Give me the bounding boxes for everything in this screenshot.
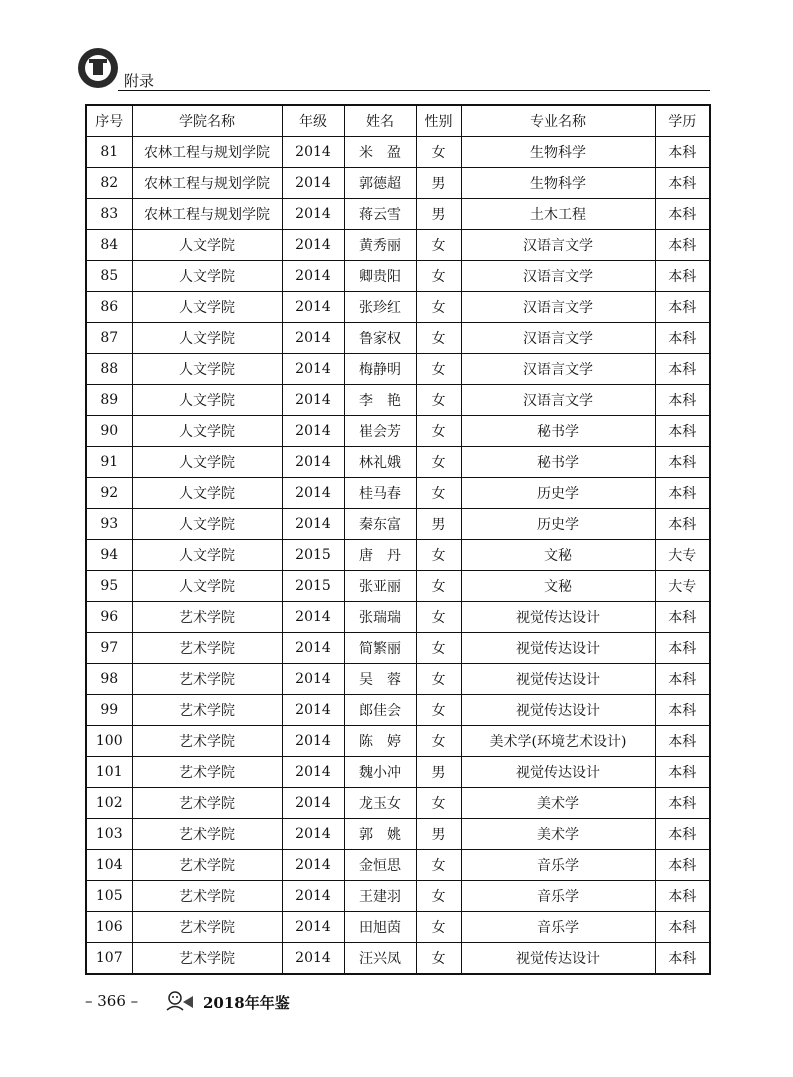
degree-cell: 本科 <box>655 788 710 819</box>
student-name-cell: 秦东富 <box>344 509 416 540</box>
grade-cell: 2014 <box>282 292 344 323</box>
student-name-cell: 郭 姚 <box>344 819 416 850</box>
major-name-cell: 汉语言文学 <box>461 292 655 323</box>
serial-number-cell: 98 <box>86 664 132 695</box>
college-name-cell: 艺术学院 <box>132 757 282 788</box>
gender-cell: 男 <box>416 168 461 199</box>
gender-cell: 女 <box>416 416 461 447</box>
gender-cell: 女 <box>416 850 461 881</box>
major-name-cell: 生物科学 <box>461 168 655 199</box>
table-header-row <box>86 105 710 137</box>
serial-number-cell: 88 <box>86 354 132 385</box>
grade-cell: 2014 <box>282 788 344 819</box>
column-header: 专业名称 <box>461 105 655 137</box>
major-name-cell: 汉语言文学 <box>461 354 655 385</box>
grade-cell: 2014 <box>282 199 344 230</box>
degree-cell: 本科 <box>655 757 710 788</box>
degree-cell: 本科 <box>655 137 710 168</box>
table-row <box>86 168 710 199</box>
major-name-cell: 历史学 <box>461 478 655 509</box>
major-name-cell: 汉语言文学 <box>461 385 655 416</box>
university-seal-icon <box>78 48 118 88</box>
student-name-cell: 黄秀丽 <box>344 230 416 261</box>
major-name-cell: 视觉传达设计 <box>461 943 655 975</box>
column-header: 序号 <box>86 105 132 137</box>
college-name-cell: 人文学院 <box>132 416 282 447</box>
table-body <box>86 137 710 975</box>
gender-cell: 女 <box>416 633 461 664</box>
student-name-cell: 张亚丽 <box>344 571 416 602</box>
grade-cell: 2014 <box>282 726 344 757</box>
college-name-cell: 人文学院 <box>132 261 282 292</box>
gender-cell: 女 <box>416 943 461 975</box>
grade-cell: 2014 <box>282 261 344 292</box>
gender-cell: 女 <box>416 261 461 292</box>
college-name-cell: 人文学院 <box>132 354 282 385</box>
serial-number-cell: 104 <box>86 850 132 881</box>
serial-number-cell: 87 <box>86 323 132 354</box>
table-row <box>86 540 710 571</box>
table-row <box>86 757 710 788</box>
grade-cell: 2014 <box>282 602 344 633</box>
grade-cell: 2014 <box>282 664 344 695</box>
student-name-cell: 桂马春 <box>344 478 416 509</box>
major-name-cell: 美术学 <box>461 788 655 819</box>
table-row <box>86 695 710 726</box>
table-row <box>86 509 710 540</box>
major-name-cell: 文秘 <box>461 540 655 571</box>
serial-number-cell: 97 <box>86 633 132 664</box>
degree-cell: 本科 <box>655 850 710 881</box>
student-name-cell: 郭德超 <box>344 168 416 199</box>
degree-cell: 本科 <box>655 385 710 416</box>
grade-cell: 2014 <box>282 633 344 664</box>
serial-number-cell: 107 <box>86 943 132 975</box>
gender-cell: 女 <box>416 881 461 912</box>
serial-number-cell: 91 <box>86 447 132 478</box>
gender-cell: 女 <box>416 323 461 354</box>
grade-cell: 2014 <box>282 168 344 199</box>
table-row <box>86 633 710 664</box>
college-name-cell: 人文学院 <box>132 540 282 571</box>
degree-cell: 本科 <box>655 943 710 975</box>
degree-cell: 本科 <box>655 509 710 540</box>
table-row <box>86 292 710 323</box>
serial-number-cell: 96 <box>86 602 132 633</box>
major-name-cell: 美术学(环境艺术设计) <box>461 726 655 757</box>
student-roster-table <box>85 104 711 975</box>
gender-cell: 女 <box>416 726 461 757</box>
college-name-cell: 人文学院 <box>132 447 282 478</box>
gender-cell: 男 <box>416 819 461 850</box>
student-name-cell: 梅静明 <box>344 354 416 385</box>
serial-number-cell: 81 <box>86 137 132 168</box>
table-row <box>86 354 710 385</box>
major-name-cell: 历史学 <box>461 509 655 540</box>
table-row <box>86 788 710 819</box>
major-name-cell: 汉语言文学 <box>461 323 655 354</box>
major-name-cell: 汉语言文学 <box>461 230 655 261</box>
student-name-cell: 王建羽 <box>344 881 416 912</box>
student-name-cell: 田旭茵 <box>344 912 416 943</box>
table-row <box>86 664 710 695</box>
student-name-cell: 龙玉女 <box>344 788 416 819</box>
college-name-cell: 人文学院 <box>132 323 282 354</box>
college-name-cell: 艺术学院 <box>132 943 282 975</box>
student-name-cell: 李 艳 <box>344 385 416 416</box>
gender-cell: 女 <box>416 695 461 726</box>
college-name-cell: 艺术学院 <box>132 695 282 726</box>
degree-cell: 本科 <box>655 819 710 850</box>
major-name-cell: 秘书学 <box>461 447 655 478</box>
column-header: 年级 <box>282 105 344 137</box>
student-name-cell: 卿贵阳 <box>344 261 416 292</box>
major-name-cell: 视觉传达设计 <box>461 695 655 726</box>
student-name-cell: 蒋云雪 <box>344 199 416 230</box>
degree-cell: 本科 <box>655 230 710 261</box>
column-header: 性别 <box>416 105 461 137</box>
college-name-cell: 人文学院 <box>132 571 282 602</box>
table-row <box>86 137 710 168</box>
college-name-cell: 艺术学院 <box>132 602 282 633</box>
student-name-cell: 吴 蓉 <box>344 664 416 695</box>
degree-cell: 本科 <box>655 664 710 695</box>
gender-cell: 女 <box>416 292 461 323</box>
student-name-cell: 崔会芳 <box>344 416 416 447</box>
degree-cell: 本科 <box>655 478 710 509</box>
student-name-cell: 魏小冲 <box>344 757 416 788</box>
serial-number-cell: 102 <box>86 788 132 819</box>
student-name-cell: 张珍红 <box>344 292 416 323</box>
major-name-cell: 土木工程 <box>461 199 655 230</box>
gender-cell: 女 <box>416 447 461 478</box>
student-name-cell: 林礼娥 <box>344 447 416 478</box>
grade-cell: 2014 <box>282 137 344 168</box>
table-row <box>86 912 710 943</box>
gender-cell: 女 <box>416 478 461 509</box>
page-number: – 366 – <box>85 992 139 1010</box>
student-name-cell: 唐 丹 <box>344 540 416 571</box>
gender-cell: 女 <box>416 540 461 571</box>
grade-cell: 2014 <box>282 850 344 881</box>
grade-cell: 2014 <box>282 509 344 540</box>
gender-cell: 女 <box>416 664 461 695</box>
degree-cell: 大专 <box>655 571 710 602</box>
table-row <box>86 261 710 292</box>
table-row <box>86 323 710 354</box>
degree-cell: 本科 <box>655 199 710 230</box>
yearbook-title: 2018年年鉴 <box>203 994 290 1012</box>
college-name-cell: 艺术学院 <box>132 788 282 819</box>
serial-number-cell: 105 <box>86 881 132 912</box>
table-row <box>86 447 710 478</box>
major-name-cell: 文秘 <box>461 571 655 602</box>
major-name-cell: 音乐学 <box>461 881 655 912</box>
serial-number-cell: 106 <box>86 912 132 943</box>
grade-cell: 2014 <box>282 943 344 975</box>
major-name-cell: 秘书学 <box>461 416 655 447</box>
serial-number-cell: 84 <box>86 230 132 261</box>
gender-cell: 女 <box>416 385 461 416</box>
column-header: 学历 <box>655 105 710 137</box>
table-row <box>86 819 710 850</box>
serial-number-cell: 83 <box>86 199 132 230</box>
major-name-cell: 汉语言文学 <box>461 261 655 292</box>
major-name-cell: 视觉传达设计 <box>461 602 655 633</box>
student-name-cell: 汪兴凤 <box>344 943 416 975</box>
serial-number-cell: 89 <box>86 385 132 416</box>
student-name-cell: 鲁家权 <box>344 323 416 354</box>
grade-cell: 2014 <box>282 478 344 509</box>
college-name-cell: 人文学院 <box>132 478 282 509</box>
student-name-cell: 张瑞瑞 <box>344 602 416 633</box>
college-name-cell: 农林工程与规划学院 <box>132 168 282 199</box>
student-name-cell: 金恒思 <box>344 850 416 881</box>
gender-cell: 女 <box>416 230 461 261</box>
grade-cell: 2014 <box>282 416 344 447</box>
table-row <box>86 199 710 230</box>
column-header: 学院名称 <box>132 105 282 137</box>
major-name-cell: 音乐学 <box>461 912 655 943</box>
student-name-cell: 简繁丽 <box>344 633 416 664</box>
grade-cell: 2014 <box>282 323 344 354</box>
table-row <box>86 881 710 912</box>
gender-cell: 女 <box>416 788 461 819</box>
grade-cell: 2014 <box>282 695 344 726</box>
table-row <box>86 385 710 416</box>
degree-cell: 本科 <box>655 447 710 478</box>
table-row <box>86 943 710 975</box>
degree-cell: 本科 <box>655 416 710 447</box>
table-row <box>86 850 710 881</box>
degree-cell: 本科 <box>655 881 710 912</box>
gender-cell: 男 <box>416 509 461 540</box>
grade-cell: 2014 <box>282 757 344 788</box>
serial-number-cell: 92 <box>86 478 132 509</box>
grade-cell: 2015 <box>282 571 344 602</box>
degree-cell: 本科 <box>655 912 710 943</box>
major-name-cell: 美术学 <box>461 819 655 850</box>
serial-number-cell: 95 <box>86 571 132 602</box>
college-name-cell: 农林工程与规划学院 <box>132 137 282 168</box>
college-name-cell: 艺术学院 <box>132 633 282 664</box>
gender-cell: 男 <box>416 757 461 788</box>
student-name-cell: 陈 婷 <box>344 726 416 757</box>
degree-cell: 本科 <box>655 261 710 292</box>
degree-cell: 本科 <box>655 726 710 757</box>
grade-cell: 2014 <box>282 354 344 385</box>
college-name-cell: 艺术学院 <box>132 664 282 695</box>
degree-cell: 本科 <box>655 292 710 323</box>
college-name-cell: 人文学院 <box>132 385 282 416</box>
table-row <box>86 602 710 633</box>
college-name-cell: 艺术学院 <box>132 912 282 943</box>
table-row <box>86 478 710 509</box>
college-name-cell: 艺术学院 <box>132 726 282 757</box>
table-row <box>86 230 710 261</box>
gender-cell: 女 <box>416 354 461 385</box>
degree-cell: 本科 <box>655 633 710 664</box>
serial-number-cell: 94 <box>86 540 132 571</box>
college-name-cell: 艺术学院 <box>132 819 282 850</box>
degree-cell: 本科 <box>655 354 710 385</box>
grade-cell: 2014 <box>282 912 344 943</box>
header-divider <box>118 90 710 91</box>
college-name-cell: 艺术学院 <box>132 850 282 881</box>
serial-number-cell: 99 <box>86 695 132 726</box>
college-name-cell: 人文学院 <box>132 509 282 540</box>
college-name-cell: 人文学院 <box>132 230 282 261</box>
mascot-icon <box>163 988 197 1012</box>
grade-cell: 2014 <box>282 230 344 261</box>
student-name-cell: 郎佳会 <box>344 695 416 726</box>
serial-number-cell: 85 <box>86 261 132 292</box>
serial-number-cell: 82 <box>86 168 132 199</box>
degree-cell: 本科 <box>655 168 710 199</box>
section-title: 附录 <box>124 72 155 90</box>
table-row <box>86 416 710 447</box>
gender-cell: 女 <box>416 602 461 633</box>
serial-number-cell: 86 <box>86 292 132 323</box>
college-name-cell: 艺术学院 <box>132 881 282 912</box>
table-row <box>86 726 710 757</box>
college-name-cell: 人文学院 <box>132 292 282 323</box>
degree-cell: 本科 <box>655 602 710 633</box>
gender-cell: 男 <box>416 199 461 230</box>
major-name-cell: 生物科学 <box>461 137 655 168</box>
degree-cell: 本科 <box>655 323 710 354</box>
gender-cell: 女 <box>416 912 461 943</box>
student-name-cell: 米 盈 <box>344 137 416 168</box>
grade-cell: 2014 <box>282 447 344 478</box>
serial-number-cell: 90 <box>86 416 132 447</box>
column-header: 姓名 <box>344 105 416 137</box>
major-name-cell: 视觉传达设计 <box>461 633 655 664</box>
college-name-cell: 农林工程与规划学院 <box>132 199 282 230</box>
serial-number-cell: 103 <box>86 819 132 850</box>
table-row <box>86 571 710 602</box>
gender-cell: 女 <box>416 137 461 168</box>
major-name-cell: 视觉传达设计 <box>461 757 655 788</box>
grade-cell: 2014 <box>282 385 344 416</box>
degree-cell: 本科 <box>655 695 710 726</box>
grade-cell: 2015 <box>282 540 344 571</box>
major-name-cell: 视觉传达设计 <box>461 664 655 695</box>
grade-cell: 2014 <box>282 881 344 912</box>
serial-number-cell: 100 <box>86 726 132 757</box>
page-header <box>78 48 710 93</box>
grade-cell: 2014 <box>282 819 344 850</box>
degree-cell: 大专 <box>655 540 710 571</box>
gender-cell: 女 <box>416 571 461 602</box>
serial-number-cell: 101 <box>86 757 132 788</box>
major-name-cell: 音乐学 <box>461 850 655 881</box>
serial-number-cell: 93 <box>86 509 132 540</box>
